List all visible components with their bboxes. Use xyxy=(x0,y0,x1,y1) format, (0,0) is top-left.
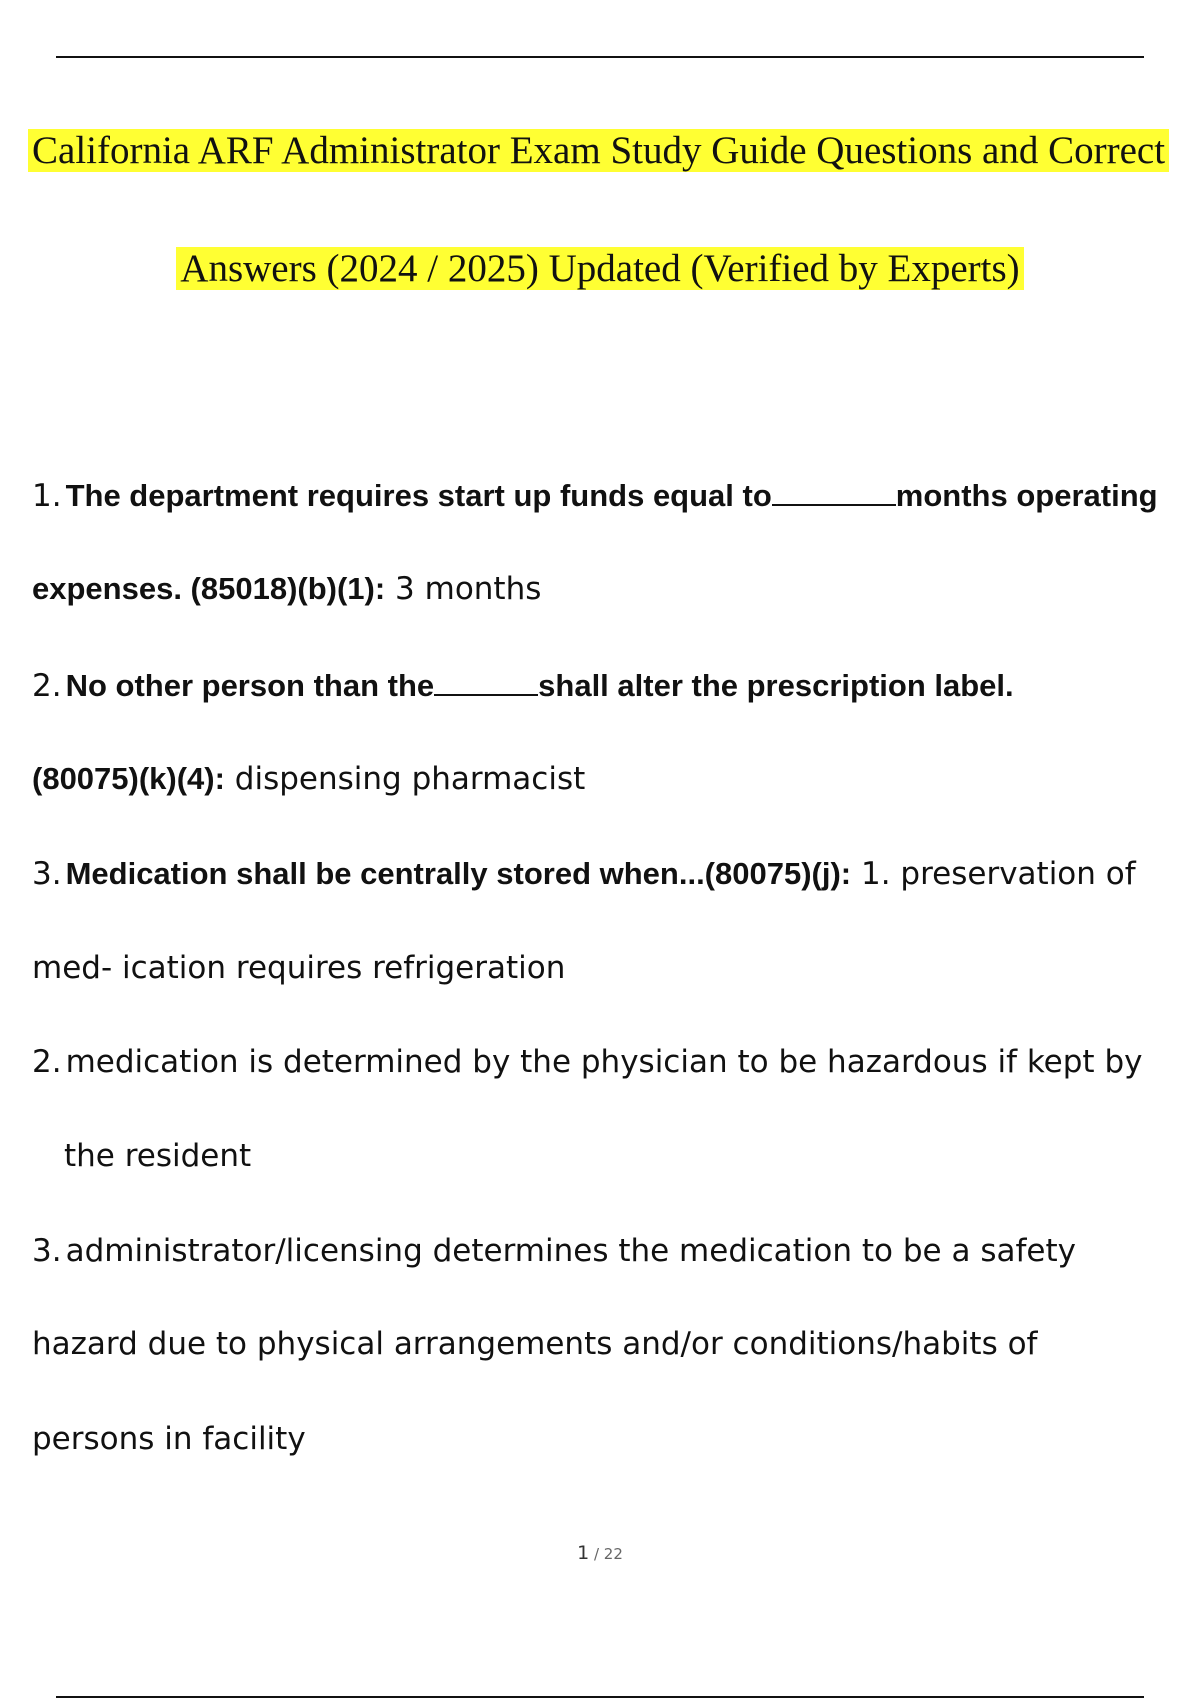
title-highlight-2: Answers (2024 / 2025) Updated (Verified by Experts) xyxy=(176,247,1023,290)
question-2-citation: (80075)(k)(4): xyxy=(32,761,225,796)
question-1-line-2 xyxy=(32,569,541,610)
question-2-answer: dispensing pharmacist xyxy=(224,761,586,797)
page-number xyxy=(0,1542,1200,1564)
question-3-item-2-text: medication is determined by the physician to be hazardous if kept by xyxy=(65,1044,1143,1080)
page-current: 1 xyxy=(577,1542,590,1564)
question-3-line-2 xyxy=(32,948,565,989)
question-3-item-3-line-1 xyxy=(32,1231,1076,1272)
question-1-number: 1. xyxy=(32,478,62,514)
question-3-item-2-text-cont: the resident xyxy=(64,1138,252,1174)
page-separator: / xyxy=(589,1545,604,1563)
title-highlight-1: California ARF Administrator Exam Study Guide Questions and Correct xyxy=(28,129,1169,172)
question-1-citation: expenses. (85018)(b)(1): xyxy=(32,571,386,606)
question-3-item-2-number: 2. xyxy=(32,1044,62,1080)
question-1-blank xyxy=(772,474,896,506)
bottom-rule xyxy=(56,1696,1144,1698)
question-1-text-part-1: The department requires start up funds equal to xyxy=(65,478,772,513)
page-total: 22 xyxy=(603,1545,623,1563)
question-3-number: 3. xyxy=(32,856,62,892)
question-3-item-2-line-1 xyxy=(32,1042,1142,1083)
question-3-text: Medication shall be centrally stored when...(80075)(j): xyxy=(65,856,852,891)
document-title-line-1 xyxy=(28,126,1200,176)
question-3-item-3-text: administrator/licensing determines the medication to be a safety xyxy=(65,1233,1076,1269)
question-2-line-2 xyxy=(32,759,585,800)
question-3-item-3-text-cont-1: hazard due to physical arrangements and/or conditions/habits of xyxy=(32,1326,1038,1362)
question-3-item-3-text-cont-2: persons in facility xyxy=(32,1421,306,1457)
question-3-line-1 xyxy=(32,854,1136,895)
question-2-text-part-1: No other person than the xyxy=(65,668,435,703)
question-3-answer-part-1: 1. preservation of xyxy=(851,856,1136,892)
question-1-text-part-2: months operating xyxy=(895,478,1158,513)
question-3-item-3-line-3 xyxy=(32,1419,306,1460)
question-2-line-1 xyxy=(32,664,1014,707)
question-3-answer-part-2: med- ication requires refrigeration xyxy=(32,950,566,986)
question-1-line-1 xyxy=(32,474,1158,517)
question-2-text-part-2: shall alter the prescription label. xyxy=(538,668,1014,703)
top-rule xyxy=(56,56,1144,58)
question-2-number: 2. xyxy=(32,668,62,704)
question-1-answer: 3 months xyxy=(385,571,542,607)
question-3-item-3-line-2 xyxy=(32,1324,1037,1365)
question-3-item-3-number: 3. xyxy=(32,1233,62,1269)
question-3-item-2-line-2 xyxy=(64,1136,251,1177)
document-title-line-2 xyxy=(0,244,1200,294)
question-2-blank xyxy=(434,664,538,696)
